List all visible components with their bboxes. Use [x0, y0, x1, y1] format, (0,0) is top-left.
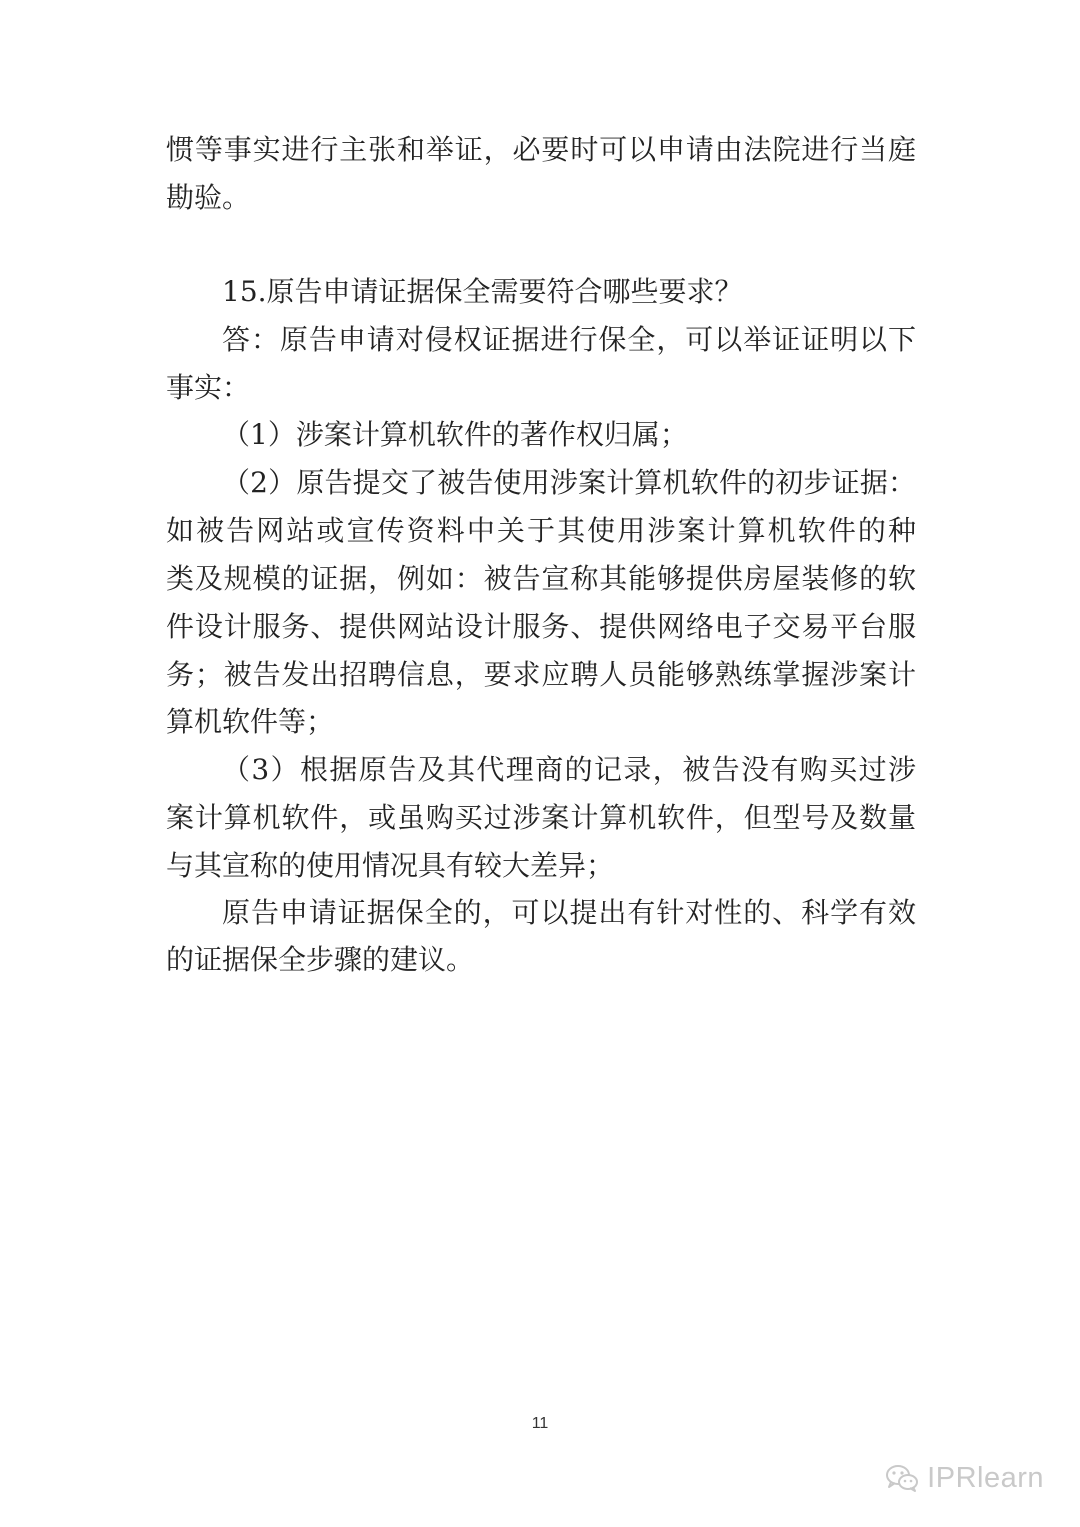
list-item-3-line: 案计算机软件，或虽购买过涉案计算机软件，但型号及数量 [166, 801, 916, 834]
list-item-2-line: 件设计服务、提供网站设计服务、提供网络电子交易平台服 [166, 610, 916, 643]
closing-paragraph: 原告申请证据保全的，可以提出有针对性的、科学有效 [222, 896, 916, 929]
list-item-1: （1）涉案计算机软件的著作权归属； [222, 418, 688, 451]
question-heading: 15.原告申请证据保全需要符合哪些要求？ [222, 275, 743, 308]
answer-line: 事实： [166, 371, 251, 404]
list-item-2-line: 如被告网站或宣传资料中关于其使用涉案计算机软件的种 [166, 514, 916, 547]
list-item-2-line: 算机软件等； [166, 705, 335, 738]
wechat-icon [885, 1463, 919, 1493]
closing-paragraph-line: 的证据保全步骤的建议。 [166, 943, 475, 976]
list-item-3-line: 与其宣称的使用情况具有较大差异； [166, 849, 615, 882]
paragraph-line: 惯等事实进行主张和举证，必要时可以申请由法院进行当庭 [166, 133, 916, 166]
list-item-2-line: 务；被告发出招聘信息，要求应聘人员能够熟练掌握涉案计 [166, 658, 916, 691]
list-item-3: （3）根据原告及其代理商的记录，被告没有购买过涉 [222, 753, 916, 786]
list-item-2-line: 类及规模的证据，例如：被告宣称其能够提供房屋装修的软 [166, 562, 916, 595]
page-number: 11 [531, 1415, 549, 1432]
answer-line: 答：原告申请对侵权证据进行保全，可以举证证明以下 [222, 323, 916, 356]
watermark [885, 1458, 1044, 1498]
list-item-2: （2）原告提交了被告使用涉案计算机软件的初步证据： [222, 466, 916, 499]
watermark-text: IPRlearn [927, 1461, 1044, 1494]
paragraph-line: 勘验。 [166, 181, 251, 214]
